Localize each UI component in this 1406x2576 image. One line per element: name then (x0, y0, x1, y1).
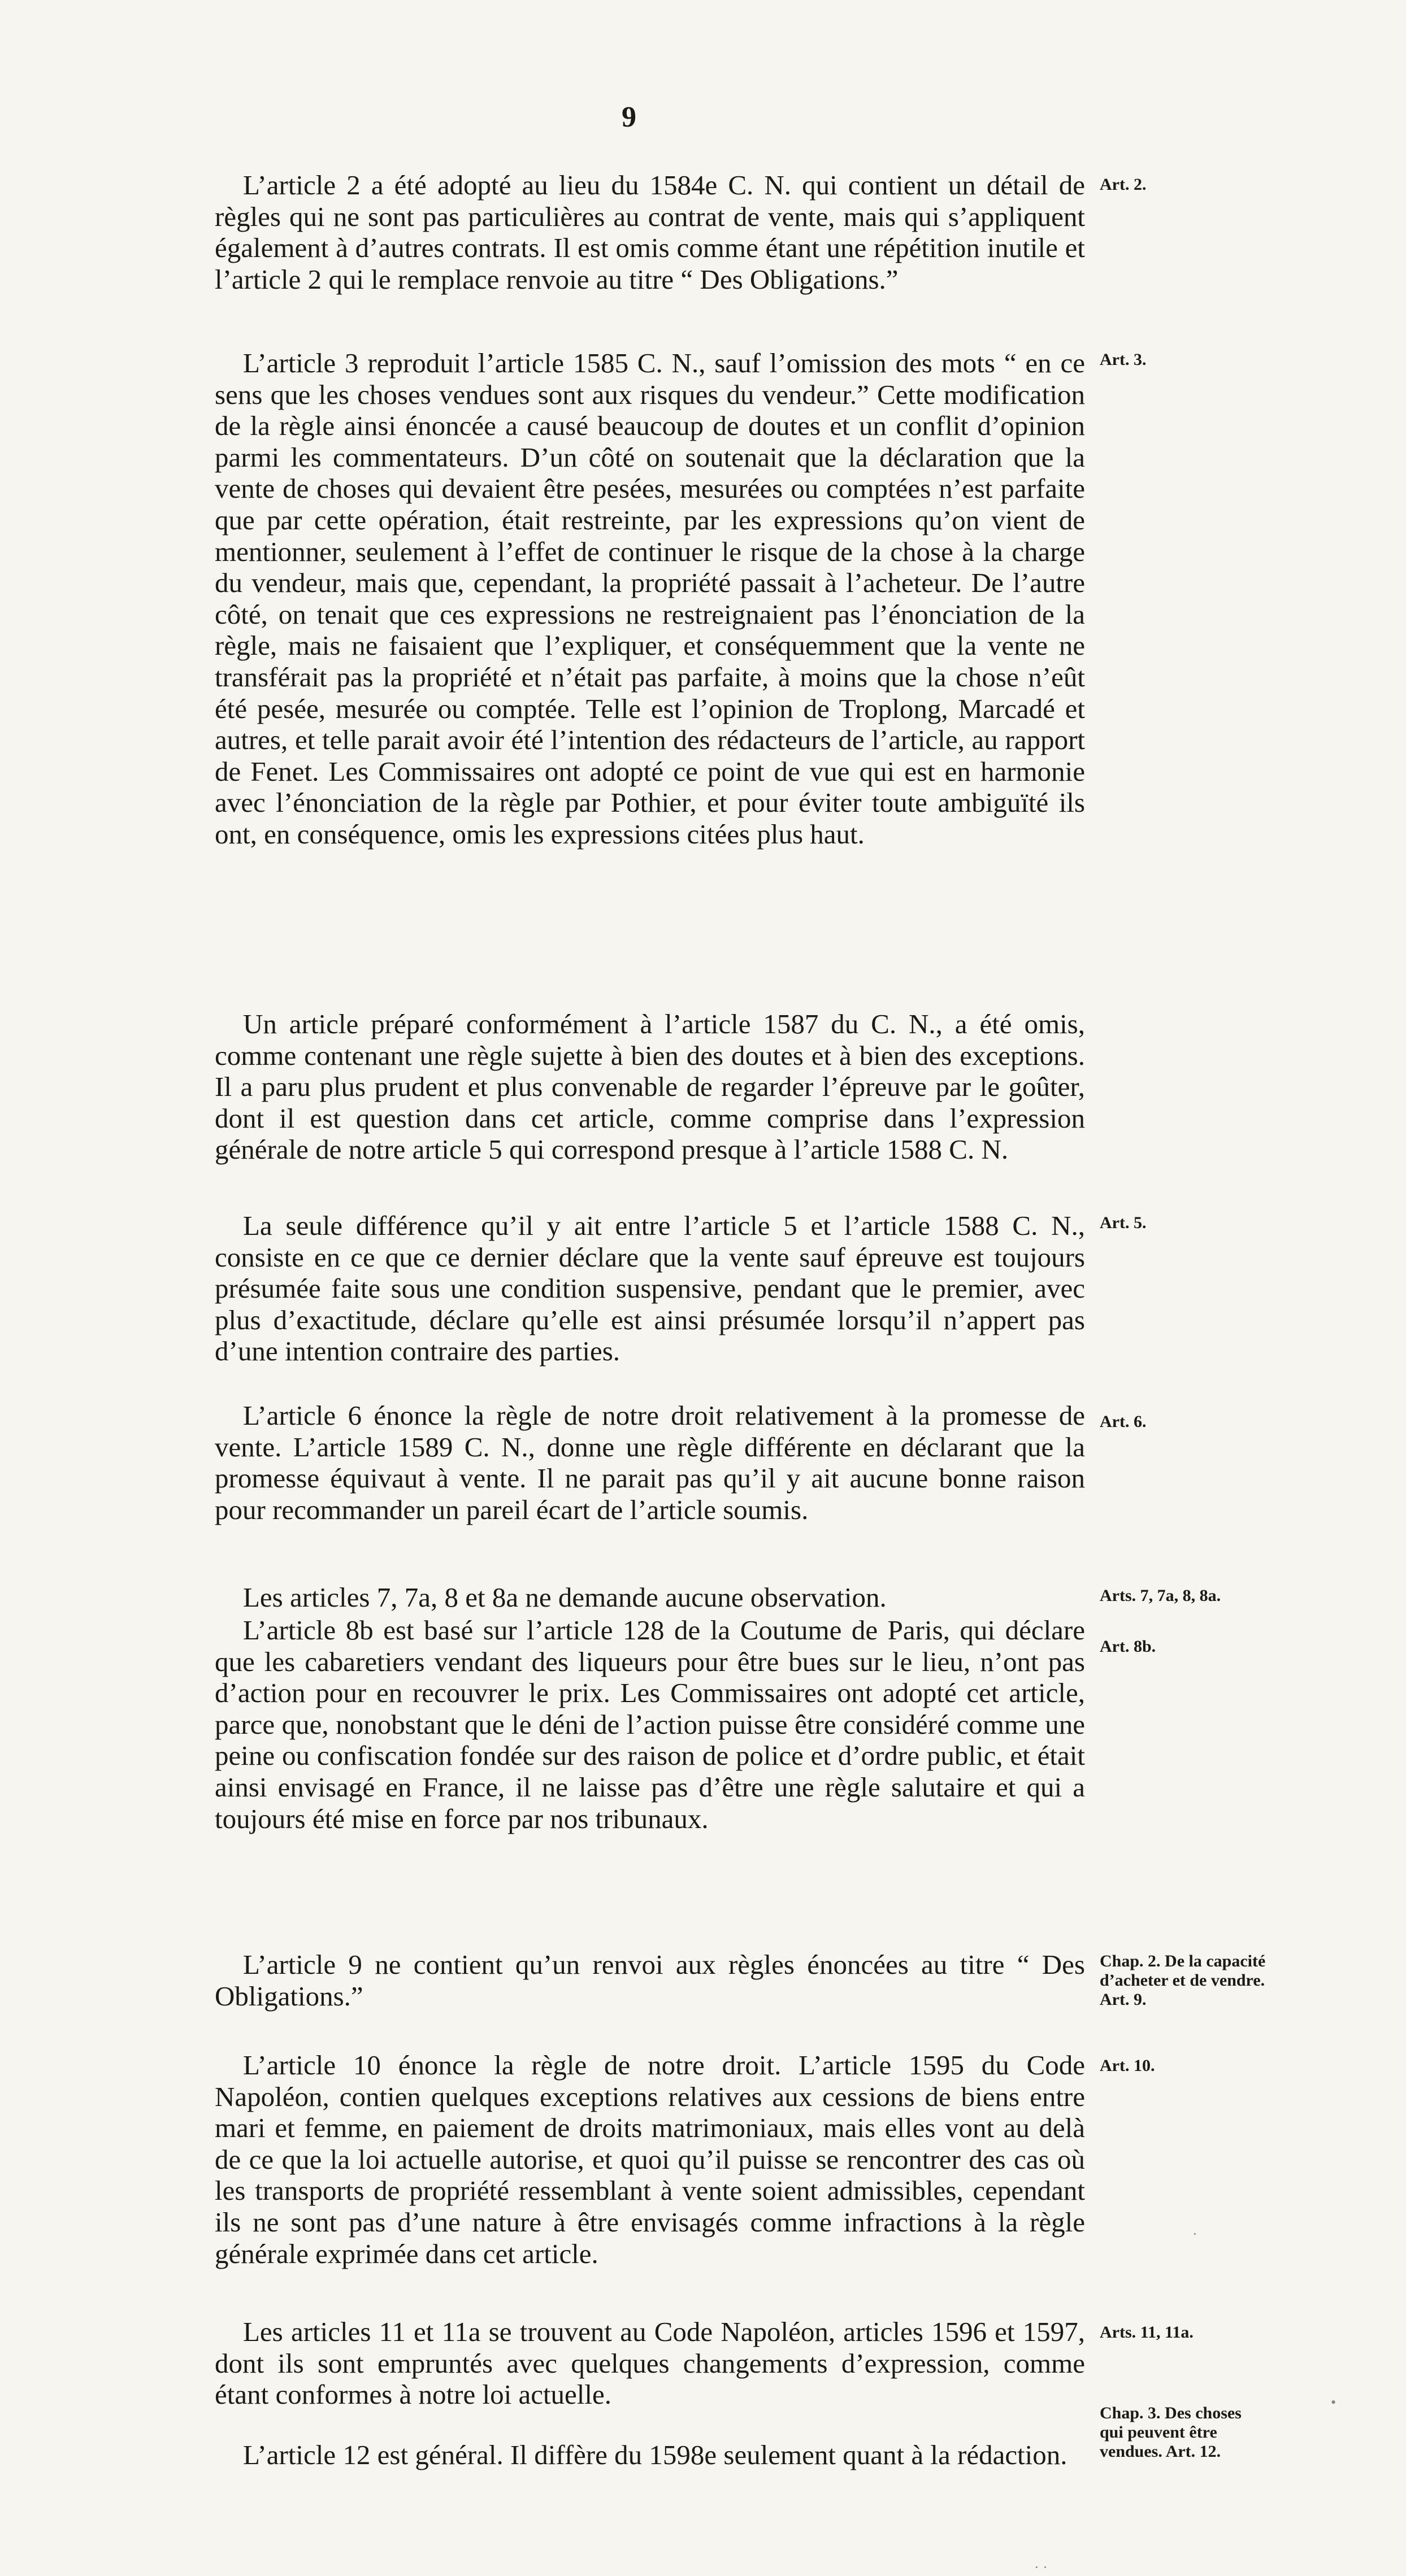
paragraph-article-9: L’article 9 ne contient qu’un renvoi aux règles énoncées au titre “ Des Obligations.” (215, 1949, 1085, 2012)
print-speck: · (1192, 2226, 1197, 2242)
margin-note-art-3: Art. 3. (1100, 350, 1147, 369)
paragraph-article-3: L’article 3 reproduit l’article 1585 C. N., sauf l’omission des mots “ en ce sens que les choses vendues sont aux risques du vendeur.” Cette modification de la règle ainsi énoncée a causé beaucoup de doutes et un conflit d’opinion parmi les commentateurs. D’un côté on soutenait que la déclaration que la vente de choses qui devaient être pesées, mesurées ou comptées n’est parfaite que par cette opération, était restreinte, par les expressions qu’on vient de mentionner, seulement à l’effet de continuer le risque de la chose à la charge du vendeur, mais que, cependant, la propriété passait à l’acheteur. De l’autre côté, on tenait que ces expressions ne restreignaient pas l’énonciation de la règle, mais ne faisaient que l’expliquer, et conséquemment que la vente ne transférait pas la propriété et n’était pas parfaite, à moins que la chose n’eût été pesée, mesurée ou comptée. Telle est l’opinion de Troplong, Marcadé et autres, et telle parait avoir été l’intention des rédacteurs de l’article, au rapport de Fenet. Les Commissaires ont adopté ce point de vue qui est en harmonie avec l’énonciation de la règle par Pothier, et pour éviter toute ambiguïté ils ont, en conséquence, omis les expressions citées plus haut. (215, 347, 1085, 850)
print-speck: • (1331, 2394, 1336, 2410)
margin-note-chap-3: Chap. 3. Des choses qui peuvent être vendues. Art. 12. (1100, 2404, 1242, 2461)
paragraph-article-12: L’article 12 est général. Il diffère du 1598e seulement quant à la rédaction. (243, 2439, 1067, 2470)
paragraph-article-2: L’article 2 a été adopté au lieu du 1584e C. N. qui contient un détail de règles qui ne sont pas particulières au contrat de vente, mais qui s’appliquent également à d’autres contrats. Il est omis comme étant une répétition inutile et l’article 2 qui le remplace renvoie au titre “ Des Obligations.” (215, 169, 1085, 295)
page-number: 9 (622, 101, 636, 133)
margin-note-arts-11-11a: Arts. 11, 11a. (1100, 2323, 1194, 2342)
paragraph-article-6: L’article 6 énonce la règle de notre droit relativement à la promesse de vente. L’article 1589 C. N., donne une règle différente en déclarant que la promesse équivaut à vente. Il ne parait pas qu’il y ait aucune bonne raison pour recommander un pareil écart de l’article soumis. (215, 1400, 1085, 1525)
margin-note-art-5: Art. 5. (1100, 1213, 1147, 1232)
margin-note-art-6: Art. 6. (1100, 1412, 1147, 1431)
paragraph-article-8b: L’article 8b est basé sur l’article 128 de la Coutume de Paris, qui déclare que les cabaretiers vendant des liqueurs pour être bues sur le lieu, n’ont pas d’action pour en recouvrer le prix. Les Commissaires ont adopté cet article, parce que, nonobstant que le déni de l’action puisse être considéré comme une peine ou confiscation fondée sur des raison de police et d’ordre public, et était ainsi envisagé en France, il ne laisse pas d’être une règle salutaire et qui a toujours été mise en force par nos tribunaux. (215, 1615, 1085, 1834)
margin-note-chap-2: Chap. 2. De la capacité d’acheter et de vendre. Art. 9. (1100, 1952, 1266, 2009)
margin-note-art-8b: Art. 8b. (1100, 1637, 1156, 1656)
paragraph-articles-11-11a: Les articles 11 et 11a se trouvent au Code Napoléon, articles 1596 et 1597, dont ils sont empruntés avec quelques changements d’expression, comme étant conformes à notre loi actuelle. (215, 2316, 1085, 2410)
paragraph-article-5: La seule différence qu’il y ait entre l’article 5 et l’article 1588 C. N., consiste en ce que ce dernier déclare que la vente sauf épreuve est toujours présumée faite sous une condition suspensive, pendant que le premier, avec plus d’exactitude, déclare qu’elle est ainsi présumée lorsqu’il n’appert pas d’une intention contraire des parties. (215, 1210, 1085, 1367)
print-speck: · · (1034, 2559, 1048, 2575)
margin-note-art-10: Art. 10. (1100, 2056, 1155, 2075)
margin-note-art-2: Art. 2. (1100, 175, 1147, 194)
margin-note-arts-7-8a: Arts. 7, 7a, 8, 8a. (1100, 1586, 1221, 1605)
paragraph-article-1587: Un article préparé conformément à l’article 1587 du C. N., a été omis, comme contenant une règle sujette à bien des doutes et à bien des exceptions. Il a paru plus prudent et plus convenable de regarder l’épreuve par le goûter, dont il est question dans cet article, comme comprise dans l’expression générale de notre article 5 qui correspond presque à l’article 1588 C. N. (215, 1008, 1085, 1165)
paragraph-articles-7-8a: Les articles 7, 7a, 8 et 8a ne demande aucune observation. (243, 1582, 887, 1613)
paragraph-article-10: L’article 10 énonce la règle de notre droit. L’article 1595 du Code Napoléon, contien quelques exceptions relatives aux cessions de biens entre mari et femme, en paiement de droits matrimoniaux, mais elles vont au delà de ce que la loi actuelle autorise, et quoi qu’il puisse se rencontrer des cas où les transports de propriété ressemblant à vente soient admissibles, cependant ils ne sont pas d’une nature à être envisagés comme infractions à la règle générale exprimée dans cet article. (215, 2050, 1085, 2269)
